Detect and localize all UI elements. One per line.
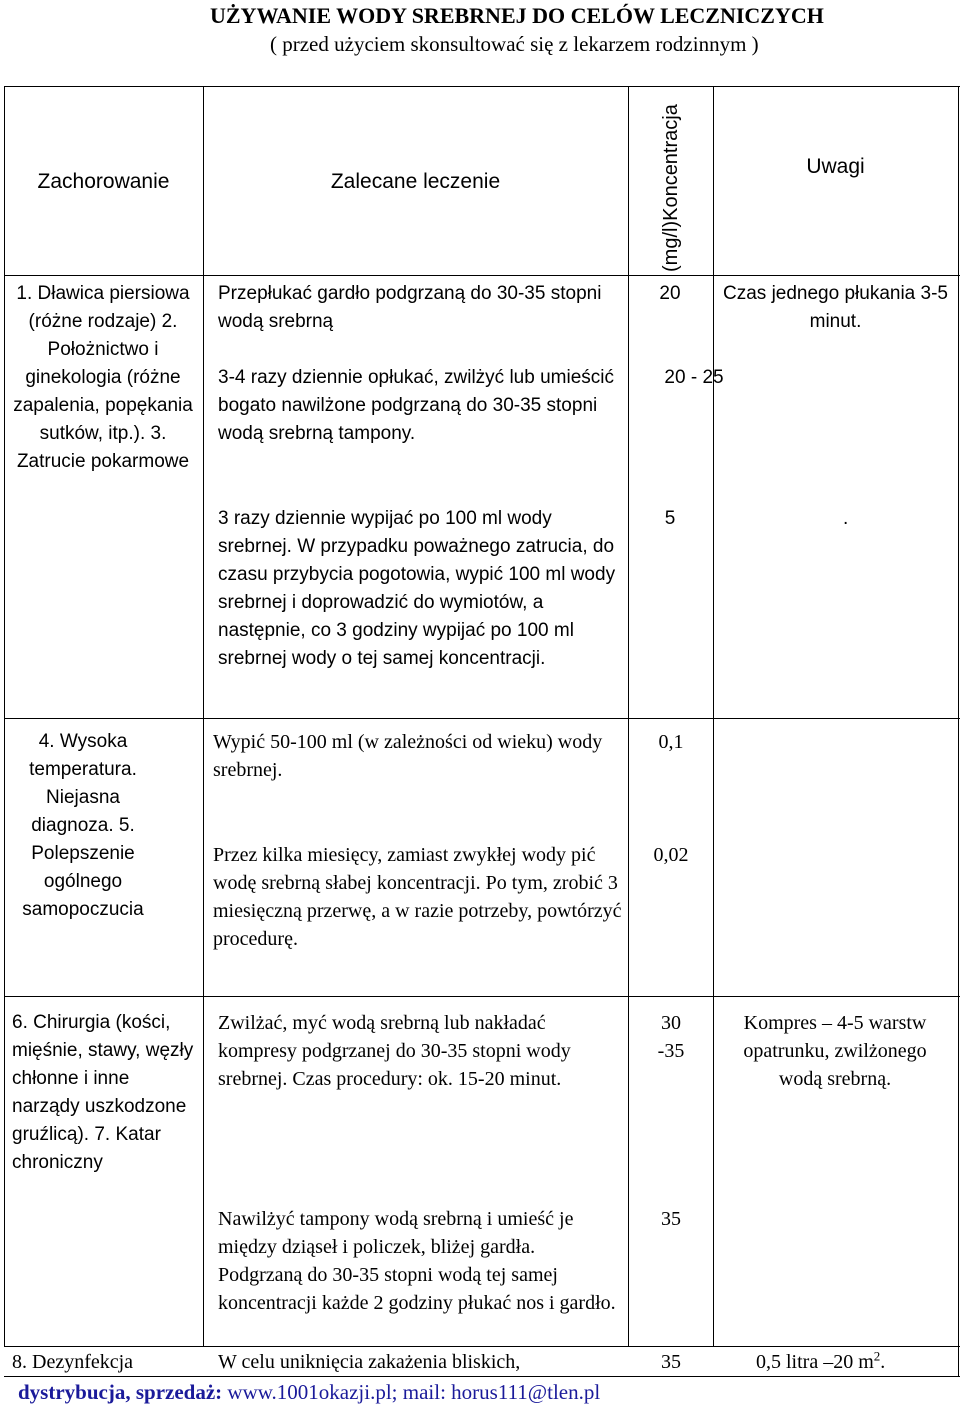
notes-text: 0,5 litra –20 m [756,1351,874,1373]
concentration-cell: 5 [664,508,676,529]
treatment-cell: Zwilżać, myć wodą srebrną lub nakładać kompresy podgrzanej do 30-35 stopni wody srebrnej. Czas procedury: ok. 15-20 minut. [218,1012,571,1090]
treatment-cell: W celu uniknięcia zakażenia bliskich, [218,1351,521,1373]
col-header-treatment: Zalecane leczenie [330,170,501,193]
notes-cell: Kompres – 4-5 warstw opatrunku, zwilżonego wodą srebrną. [743,1012,927,1090]
superscript: 2 [873,1348,881,1364]
treatment-cell: 3-4 razy dziennie opłukać, zwilżyć lub umieścić bogato nawilżone podgrzaną do 30-35 stopni wodą srebrną tampony. [218,367,614,444]
footer-label: dystrybucja, sprzedaż: [18,1380,223,1404]
treatment-cell: Przepłukać gardło podgrzaną do 30-35 stopni wodą srebrną [218,283,602,332]
row-separator [4,1346,960,1347]
concentration-cell: 20 [659,283,681,304]
footer [18,1380,600,1405]
treatment-cell: Wypić 50-100 ml (w zależności od wieku) wody srebrnej. [213,731,603,781]
notes-cell: Czas jednego płukania 3-5 minut. [723,283,948,332]
concentration-cell: 30 -35 [657,1012,685,1062]
col-border [958,86,959,1376]
treatment-cell: 3 razy dziennie wypijać po 100 ml wody srebrnej. W przypadku poważnego zatrucia, do czasu przybycia pogotowia, wypić 100 ml wody srebrnej i doprowadzić do wymiotów, a następnie, co 3 godziny wypijać po 100 ml srebrnej wody o tej samej koncentracji. [218,508,616,669]
col-header-notes: Uwagi [806,155,865,178]
concentration-cell: 35 [661,1351,681,1373]
col-border [713,86,714,1346]
concentration-cell: 35 [661,1208,681,1230]
header-separator [4,275,960,276]
row-separator [4,718,960,719]
disease-cell: 1. Dławica piersiowa (różne rodzaje) 2. Położnictwo i ginekologia (różne zapalenia, popękania sutków, itp.). 3. Zatrucie pokarmowe [13,283,193,472]
page-subtitle: ( przed użyciem skonsultować się z lekarzem rodzinnym ) [270,32,759,56]
concentration-cell: 0,1 [658,731,684,753]
concentration-cell: 0,02 [653,844,689,866]
row-separator [4,996,960,997]
notes-text: . [880,1351,886,1373]
col-border [4,86,5,1346]
concentration-cell: 20 - 25 [664,367,724,388]
col-header-disease: Zachorowanie [37,170,170,193]
notes-cell [756,1348,956,1376]
col-header-concentration: (mg/l)Koncentracja [660,104,682,272]
disease-cell: 6. Chirurgia (kości, mięśnie, stawy, węzły chłonne i inne narządy uszkodzone gruźlicą). 7. Katar chroniczny [12,1012,194,1173]
disease-cell: 8. Dezynfekcja [12,1351,134,1373]
notes-cell: . [843,508,849,529]
col-border [628,86,629,1346]
treatment-cell: Przez kilka miesięcy, zamiast zwykłej wody pić wodę srebrną słabej koncentracji. Po tym, zrobić 3 miesięczną przerwę, a w razie potrzeby, powtórzyć procedurę. [213,844,622,950]
col-border [203,86,204,1346]
table-border-bottom [4,1376,960,1377]
disease-cell: 4. Wysoka temperatura. Niejasna diagnoza. 5. Polepszenie ogólnego samopoczucia [22,731,144,920]
footer-contact[interactable]: www.1001okazji.pl; mail: horus111@tlen.pl [222,1380,601,1404]
treatment-cell: Nawilżyć tampony wodą srebrną i umieść je między dziąseł i policzek, bliżej gardła. Podgrzaną do 30-35 stopni wodą tej samej koncentracji każde 2 godziny płukać nos i gardło. [218,1208,616,1314]
page-title: UŻYWANIE WODY SREBRNEJ DO CELÓW LECZNICZYCH [210,3,824,28]
table-border-top [4,86,960,87]
